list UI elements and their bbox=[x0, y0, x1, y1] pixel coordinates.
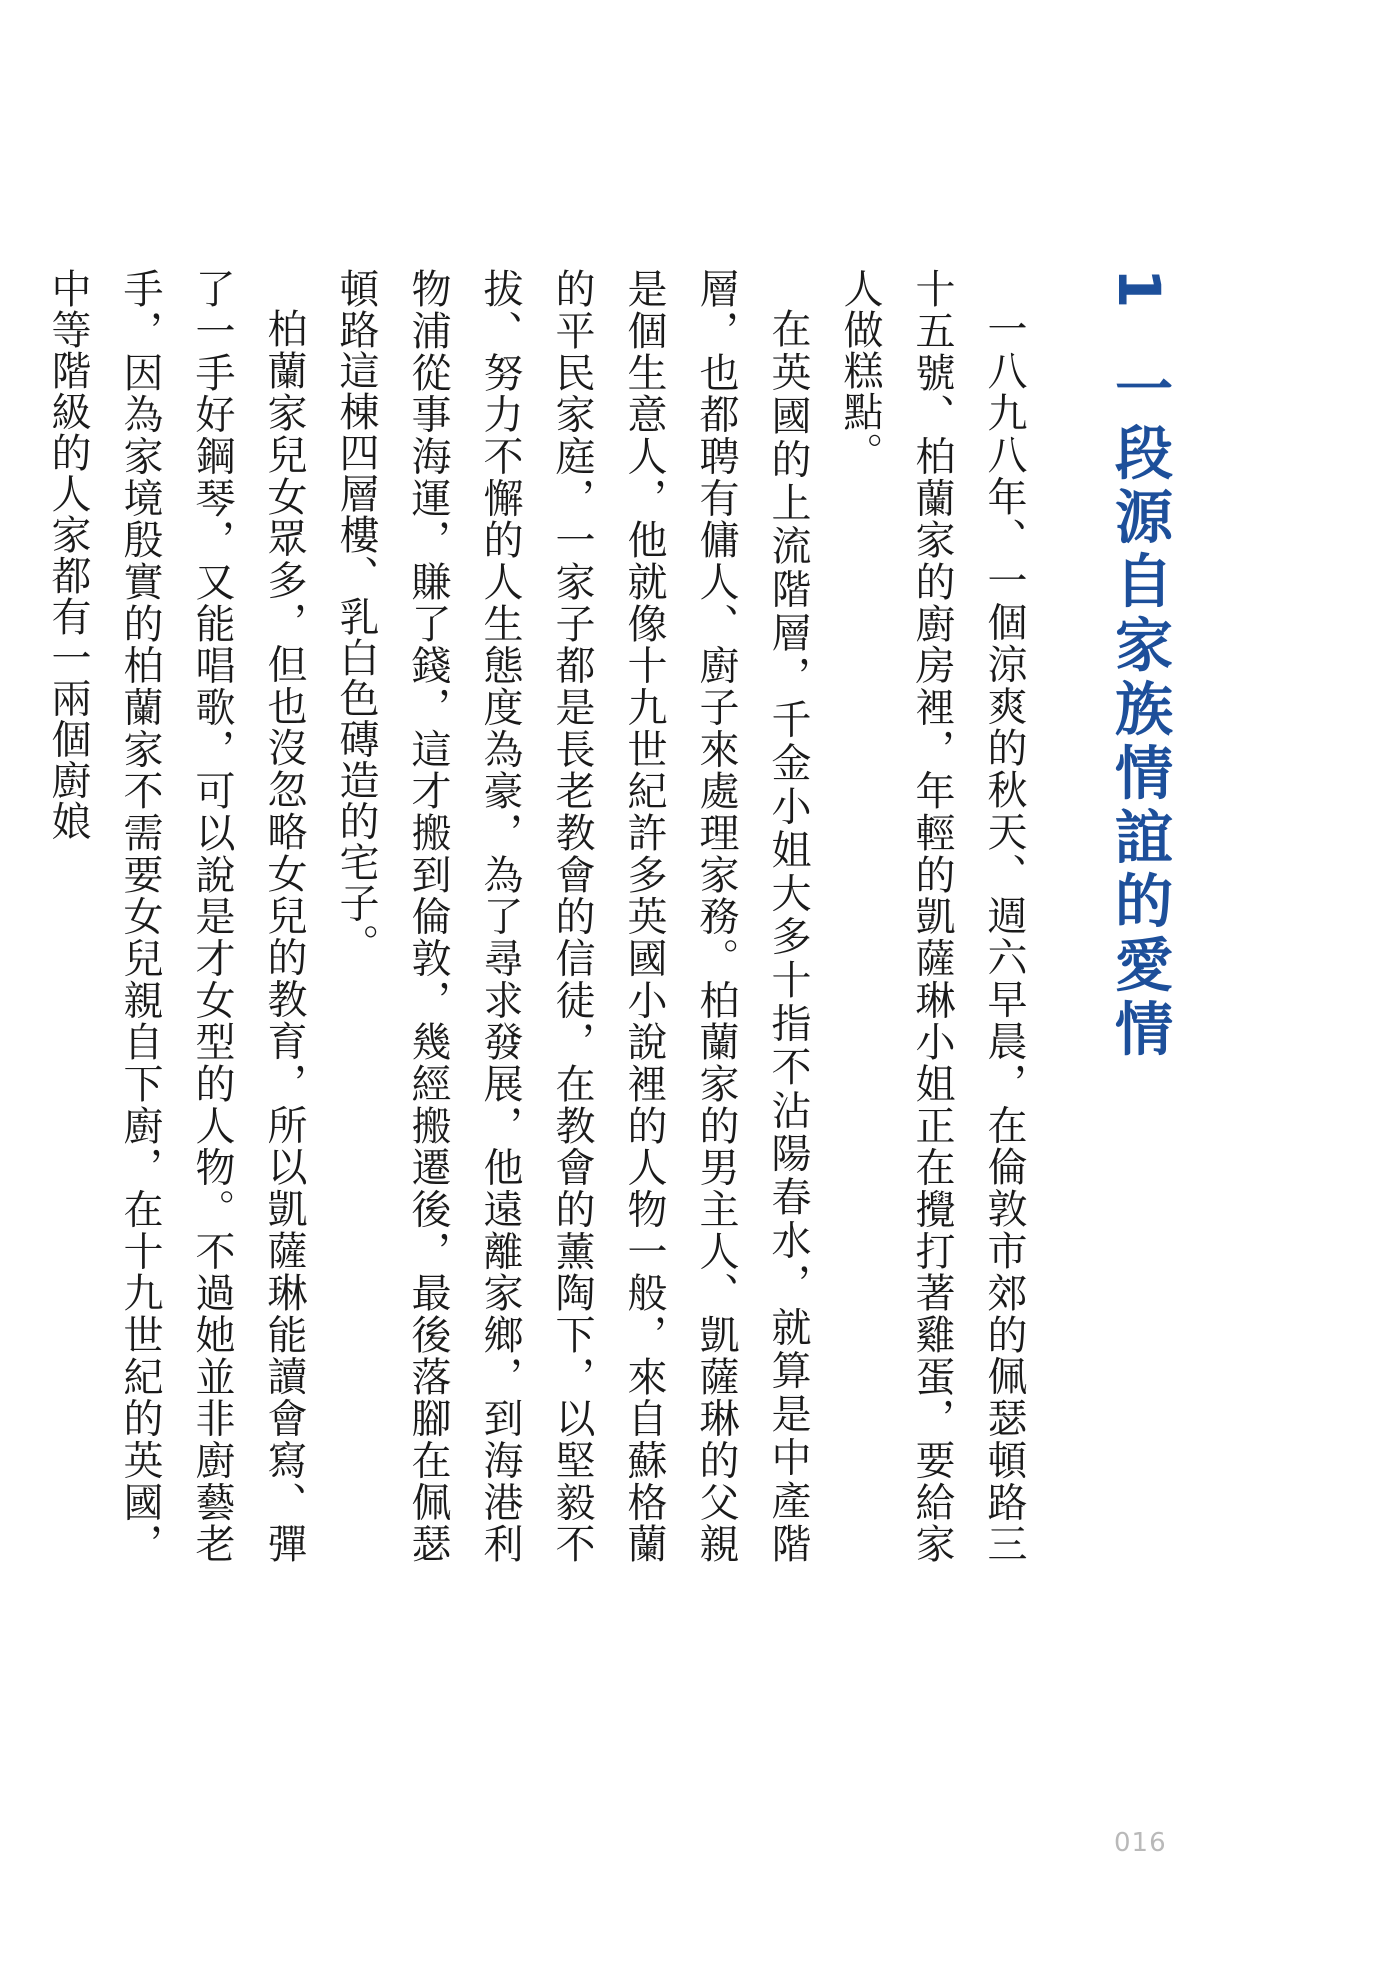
heading-spacer bbox=[1040, 268, 1110, 1564]
paragraph-3: 柏蘭家兒女眾多，但也沒忽略女兒的教育，所以凱薩琳能讀會寫、彈了一手好鋼琴，又能唱歌，可以說是才女型的人物。不過她並非廚藝老手，因為家境殷實的柏蘭家不需要女兒親自下廚，在十九世紀的英國，中等階級的人家都有一兩個廚娘 bbox=[45, 268, 307, 1564]
chapter-text-block bbox=[32, 268, 1173, 1564]
chapter-title: 一段源自家族情誼的愛情 bbox=[1105, 358, 1173, 1063]
chapter-number: 1 bbox=[1105, 268, 1173, 315]
paragraph-1: 一八九八年、一個涼爽的秋天、週六早晨，在倫敦市郊的佩瑟頓路三十五號、柏蘭家的廚房裡，年輕的凱薩琳小姐正在攪打著雞蛋，要給家人做糕點。 bbox=[837, 268, 1027, 1564]
paragraph-2: 在英國的上流階層，千金小姐大多十指不沾陽春水，就算是中產階層，也都聘有傭人、廚子來處理家務。柏蘭家的男主人、凱薩琳的父親是個生意人，他就像十九世紀許多英國小說裡的人物一般，來自蘇格蘭的平民家庭，一家子都是長老教會的信徒，在教會的薰陶下，以堅毅不拔、努力不懈的人生態度為豪，為了尋求發展，他遠離家鄉，到海港利物浦從事海運，賺了錢，這才搬到倫敦，幾經搬遷後，最後落腳在佩瑟頓路這棟四層樓、乳白色磚造的宅子。 bbox=[333, 268, 811, 1564]
page-number: 016 bbox=[1114, 1828, 1167, 1858]
chapter-body bbox=[32, 268, 1040, 1564]
chapter-heading bbox=[1105, 268, 1173, 1564]
